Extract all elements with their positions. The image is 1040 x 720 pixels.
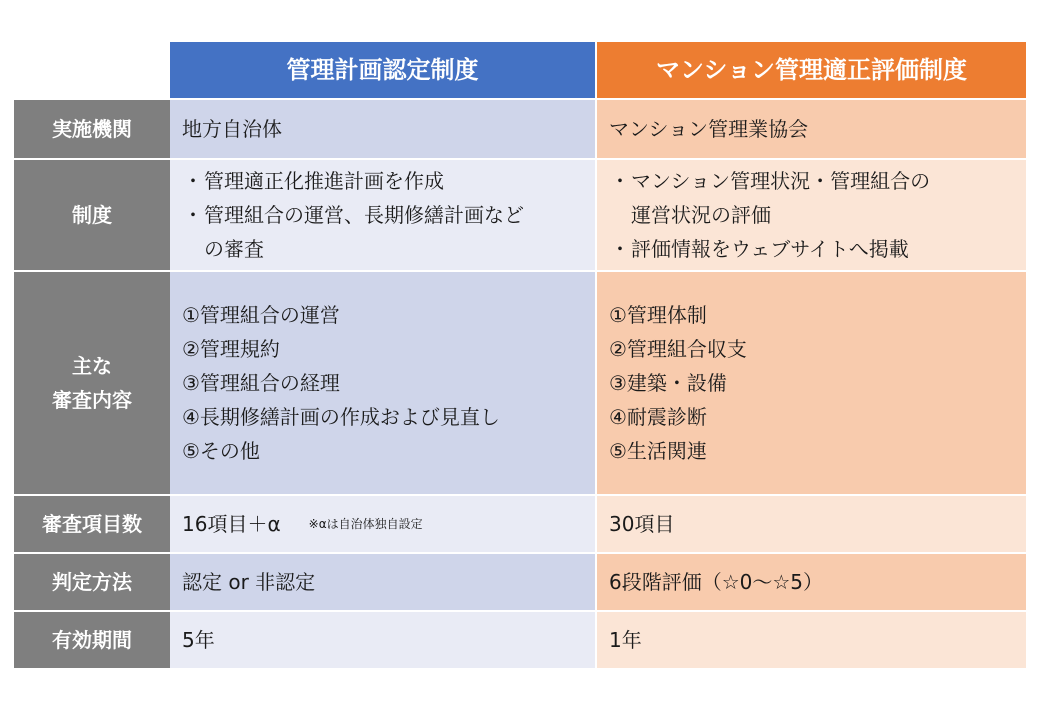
- system-b-text: 評価情報をウェブサイトへ掲載: [631, 237, 909, 261]
- system-a-text: の審査: [204, 237, 264, 261]
- list-item: ④耐震診断: [609, 405, 707, 429]
- row-label-contents-line1: 主な: [72, 354, 112, 378]
- corner-blank: [14, 42, 170, 98]
- list-item: ③建築・設備: [609, 371, 727, 395]
- list-item: ⑤生活関連: [609, 439, 707, 463]
- system-a-text: 管理組合の運営、長期修繕計画など: [204, 203, 524, 227]
- row-label-contents: [14, 272, 170, 494]
- system-b-text: マンション管理状況・管理組合の: [631, 169, 931, 193]
- list-item: ①管理組合の運営: [182, 303, 340, 327]
- row-label-count: 審査項目数: [14, 496, 170, 552]
- row-label-system: 制度: [14, 160, 170, 270]
- system-cell-a: [170, 160, 597, 270]
- system-a-text: 管理適正化推進計画を作成: [204, 169, 444, 193]
- system-cell-b: [597, 160, 1026, 270]
- list-item: ④長期修繕計画の作成および見直し: [182, 405, 500, 429]
- list-item: ①管理体制: [609, 303, 707, 327]
- count-a-value: 16項目＋α: [182, 512, 281, 536]
- system-b-line: [609, 164, 930, 198]
- bullet-glyph: ・: [183, 203, 203, 227]
- comparison-table: [14, 42, 1026, 668]
- count-cell-b: 30項目: [597, 496, 1026, 552]
- system-a-line: [182, 198, 524, 232]
- count-cell-a: [170, 496, 597, 552]
- system-a-line: [182, 164, 524, 198]
- bullet-glyph: ・: [610, 169, 630, 193]
- system-b-text: 運営状況の評価: [631, 203, 771, 227]
- bullet-glyph: ・: [183, 169, 203, 193]
- row-label-agency: 実施機関: [14, 100, 170, 158]
- list-item: ②管理規約: [182, 337, 280, 361]
- agency-cell-a: 地方自治体: [170, 100, 597, 158]
- list-item: ⑤その他: [182, 439, 260, 463]
- bullet-glyph: ・: [610, 237, 630, 261]
- contents-cell-b: [597, 272, 1026, 494]
- agency-cell-b: マンション管理業協会: [597, 100, 1026, 158]
- method-cell-b: 6段階評価（☆0～☆5）: [597, 554, 1026, 610]
- period-cell-a: 5年: [170, 612, 597, 668]
- list-item: ③管理組合の経理: [182, 371, 340, 395]
- contents-cell-a: [170, 272, 597, 494]
- row-label-method: 判定方法: [14, 554, 170, 610]
- header-kanri-keikaku-nintei: 管理計画認定制度: [170, 42, 597, 98]
- period-cell-b: 1年: [597, 612, 1026, 668]
- count-a-note: ※αは自治体独自設定: [308, 517, 423, 531]
- header-tekisei-hyoka: マンション管理適正評価制度: [597, 42, 1026, 98]
- system-b-line: [609, 198, 930, 232]
- list-item: ②管理組合収支: [609, 337, 747, 361]
- row-label-period: 有効期間: [14, 612, 170, 668]
- row-label-contents-line2: 審査内容: [52, 388, 132, 412]
- method-cell-a: 認定 or 非認定: [170, 554, 597, 610]
- system-a-line: [182, 232, 524, 266]
- system-b-line: [609, 232, 930, 266]
